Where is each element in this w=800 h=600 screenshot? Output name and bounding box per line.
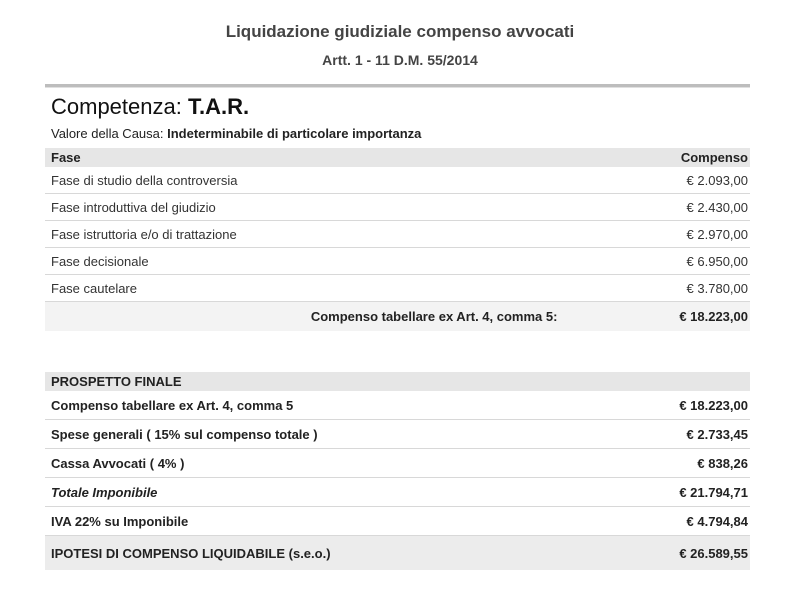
competenza-label: Competenza: bbox=[51, 94, 182, 119]
valore-label: Valore della Causa: bbox=[51, 126, 164, 141]
fase-label: Fase di studio della controversia bbox=[45, 167, 607, 194]
final-label: IPOTESI DI COMPENSO LIQUIDABILE (s.e.o.) bbox=[45, 536, 603, 571]
valore-value: Indeterminabile di particolare importanza bbox=[167, 126, 422, 141]
final-amount: € 26.589,55 bbox=[603, 536, 750, 571]
table-row bbox=[45, 167, 750, 194]
fase-amount: € 6.950,00 bbox=[607, 248, 750, 275]
table-row bbox=[45, 248, 750, 275]
prospetto-table bbox=[45, 372, 750, 570]
fasi-total-row bbox=[45, 302, 750, 332]
fase-label: Fase introduttiva del giudizio bbox=[45, 194, 607, 221]
prospetto-amount: € 838,26 bbox=[603, 449, 750, 478]
table-row bbox=[45, 478, 750, 507]
fase-amount: € 2.970,00 bbox=[607, 221, 750, 248]
fase-amount: € 2.430,00 bbox=[607, 194, 750, 221]
fasi-total-label: Compenso tabellare ex Art. 4, comma 5: bbox=[45, 302, 607, 332]
prospetto-final-row bbox=[45, 536, 750, 571]
prospetto-amount: € 4.794,84 bbox=[603, 507, 750, 536]
fase-label: Fase cautelare bbox=[45, 275, 607, 302]
fasi-total-amount: € 18.223,00 bbox=[607, 302, 750, 332]
col-compenso-header: Compenso bbox=[607, 148, 750, 167]
fase-label: Fase istruttoria e/o di trattazione bbox=[45, 221, 607, 248]
competenza-heading bbox=[51, 94, 249, 120]
prospetto-title: PROSPETTO FINALE bbox=[45, 372, 750, 391]
prospetto-label: Cassa Avvocati ( 4% ) bbox=[45, 449, 603, 478]
prospetto-amount: € 18.223,00 bbox=[603, 391, 750, 420]
page-subtitle: Artt. 1 - 11 D.M. 55/2014 bbox=[322, 52, 478, 68]
table-row bbox=[45, 391, 750, 420]
valore-causa bbox=[51, 126, 421, 141]
prospetto-label: Compenso tabellare ex Art. 4, comma 5 bbox=[45, 391, 603, 420]
prospetto-amount: € 2.733,45 bbox=[603, 420, 750, 449]
prospetto-label: Spese generali ( 15% sul compenso totale ) bbox=[45, 420, 603, 449]
fasi-header-row bbox=[45, 148, 750, 167]
page-title: Liquidazione giudiziale compenso avvocati bbox=[225, 22, 575, 41]
fase-label: Fase decisionale bbox=[45, 248, 607, 275]
fase-amount: € 2.093,00 bbox=[607, 167, 750, 194]
prospetto-label: Totale Imponibile bbox=[45, 478, 603, 507]
col-fase-header: Fase bbox=[45, 148, 607, 167]
fasi-table bbox=[45, 148, 750, 331]
table-row bbox=[45, 194, 750, 221]
table-row bbox=[45, 449, 750, 478]
header-divider bbox=[45, 84, 750, 88]
prospetto-label: IVA 22% su Imponibile bbox=[45, 507, 603, 536]
fase-amount: € 3.780,00 bbox=[607, 275, 750, 302]
prospetto-amount: € 21.794,71 bbox=[603, 478, 750, 507]
prospetto-header-row bbox=[45, 372, 750, 391]
table-row bbox=[45, 221, 750, 248]
competenza-value: T.A.R. bbox=[187, 94, 250, 119]
table-row bbox=[45, 420, 750, 449]
table-row bbox=[45, 507, 750, 536]
table-row bbox=[45, 275, 750, 302]
